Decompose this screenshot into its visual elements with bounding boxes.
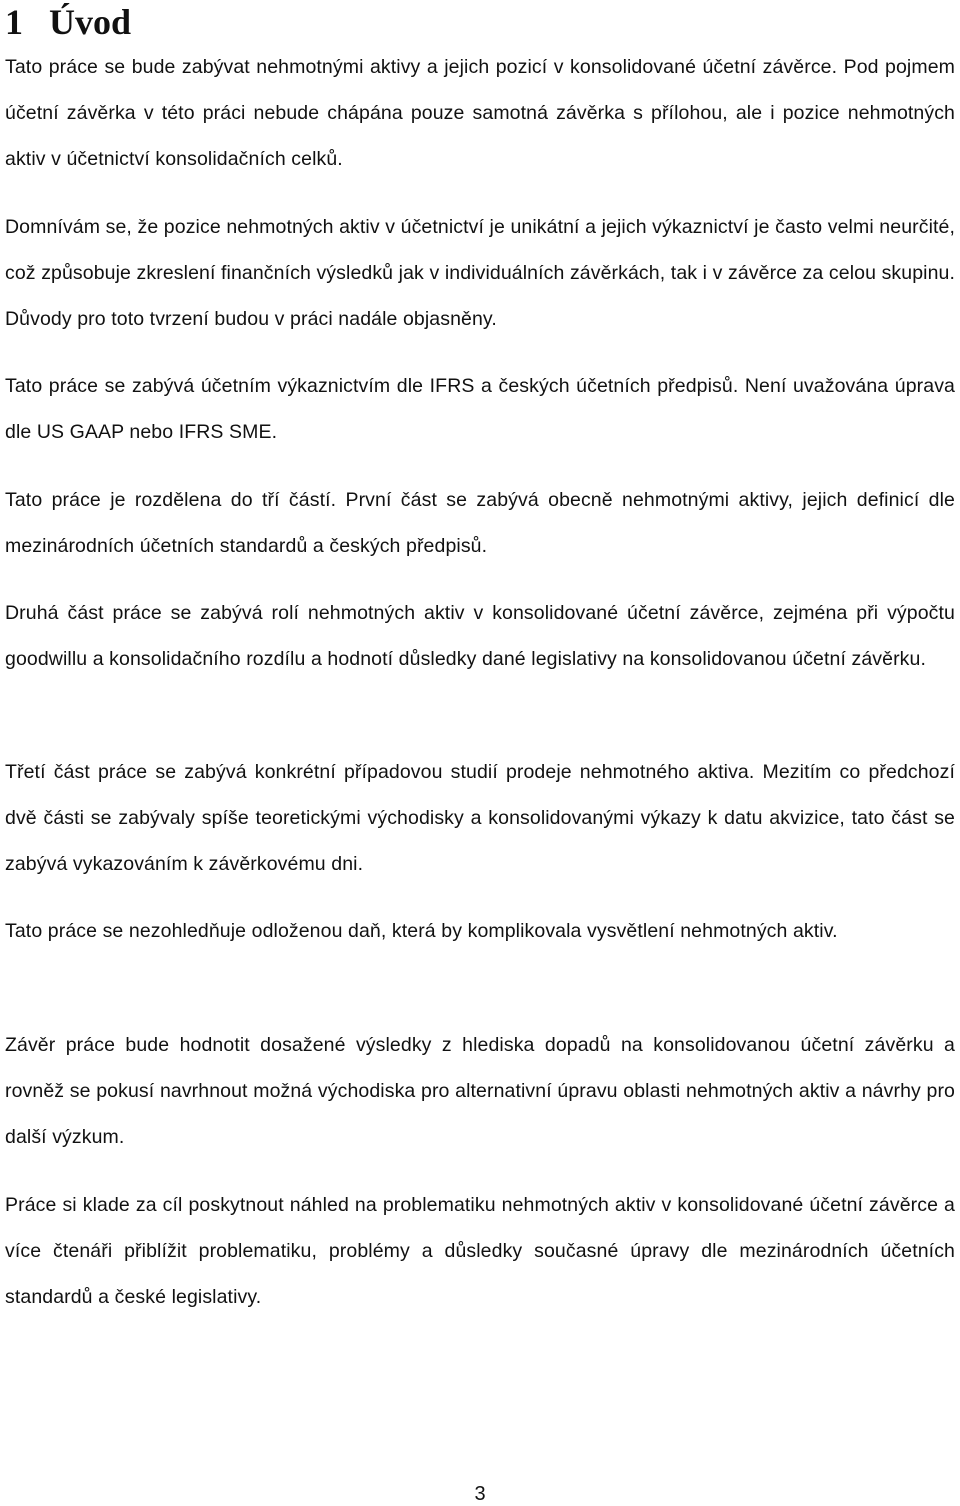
chapter-heading — [5, 2, 131, 42]
paragraph-opinion: Domnívám se, že pozice nehmotných aktiv v účetnictví je unikátní a jejich výkaznictví je často velmi neurčité, což způsobuje zkreslení finančních výsledků jak v individuálních závěrkách, tak i v závěrce za celou skupinu. Důvody pro toto tvrzení budou v práci nadále objasněny. — [5, 216, 955, 330]
chapter-number: 1 — [5, 2, 23, 42]
paragraph-conclusion: Závěr práce bude hodnotit dosažené výsledky z hlediska dopadů na konsolidovanou účetní závěrku a rovněž se pokusí navrhnout možná východiska pro alternativní úpravu oblasti nehmotných aktiv a návrhy pro další výzkum. — [5, 1034, 955, 1148]
page-number: 3 — [474, 1483, 486, 1505]
chapter-title: Úvod — [49, 2, 132, 42]
paragraph-part-three: Třetí část práce se zabývá konkrétní případovou studií prodeje nehmotného aktiva. Mezitím co předchozí dvě části se zabývaly spíše teoretickými východisky a konsolidovanými výkazy k datu akvizice, tato část se zabývá vykazováním k závěrkovému dni. — [5, 761, 955, 875]
paragraph-deferred-tax: Tato práce se nezohledňuje odloženou daň, která by komplikovala vysvětlení nehmotných aktiv. — [5, 920, 838, 942]
paragraph-intro: Tato práce se bude zabývat nehmotnými aktivy a jejich pozicí v konsolidované účetní závěrce. Pod pojmem účetní závěrka v této práci nebude chápána pouze samotná závěrka s přílohou, ale i pozice nehmotných aktiv v účetnictví konsolidačních celků. — [5, 56, 955, 170]
paragraph-structure: Tato práce je rozdělena do tří částí. První část se zabývá obecně nehmotnými aktivy, jejich definicí dle mezinárodních účetních standardů a českých předpisů. — [5, 489, 955, 557]
paragraph-part-two: Druhá část práce se zabývá rolí nehmotných aktiv v konsolidované účetní závěrce, zejména při výpočtu goodwillu a konsolidačního rozdílu a hodnotí důsledky dané legislativy na konsolidovanou účetní závěrku. — [5, 602, 955, 670]
paragraph-goal: Práce si klade za cíl poskytnout náhled na problematiku nehmotných aktiv v konsolidované účetní závěrce a více čtenáři přiblížit problematiku, problémy a důsledky současné úpravy dle mezinárodních účetních standardů a české legislativy. — [5, 1194, 955, 1308]
paragraph-scope: Tato práce se zabývá účetním výkaznictvím dle IFRS a českých účetních předpisů. Není uvažována úprava dle US GAAP nebo IFRS SME. — [5, 375, 955, 443]
